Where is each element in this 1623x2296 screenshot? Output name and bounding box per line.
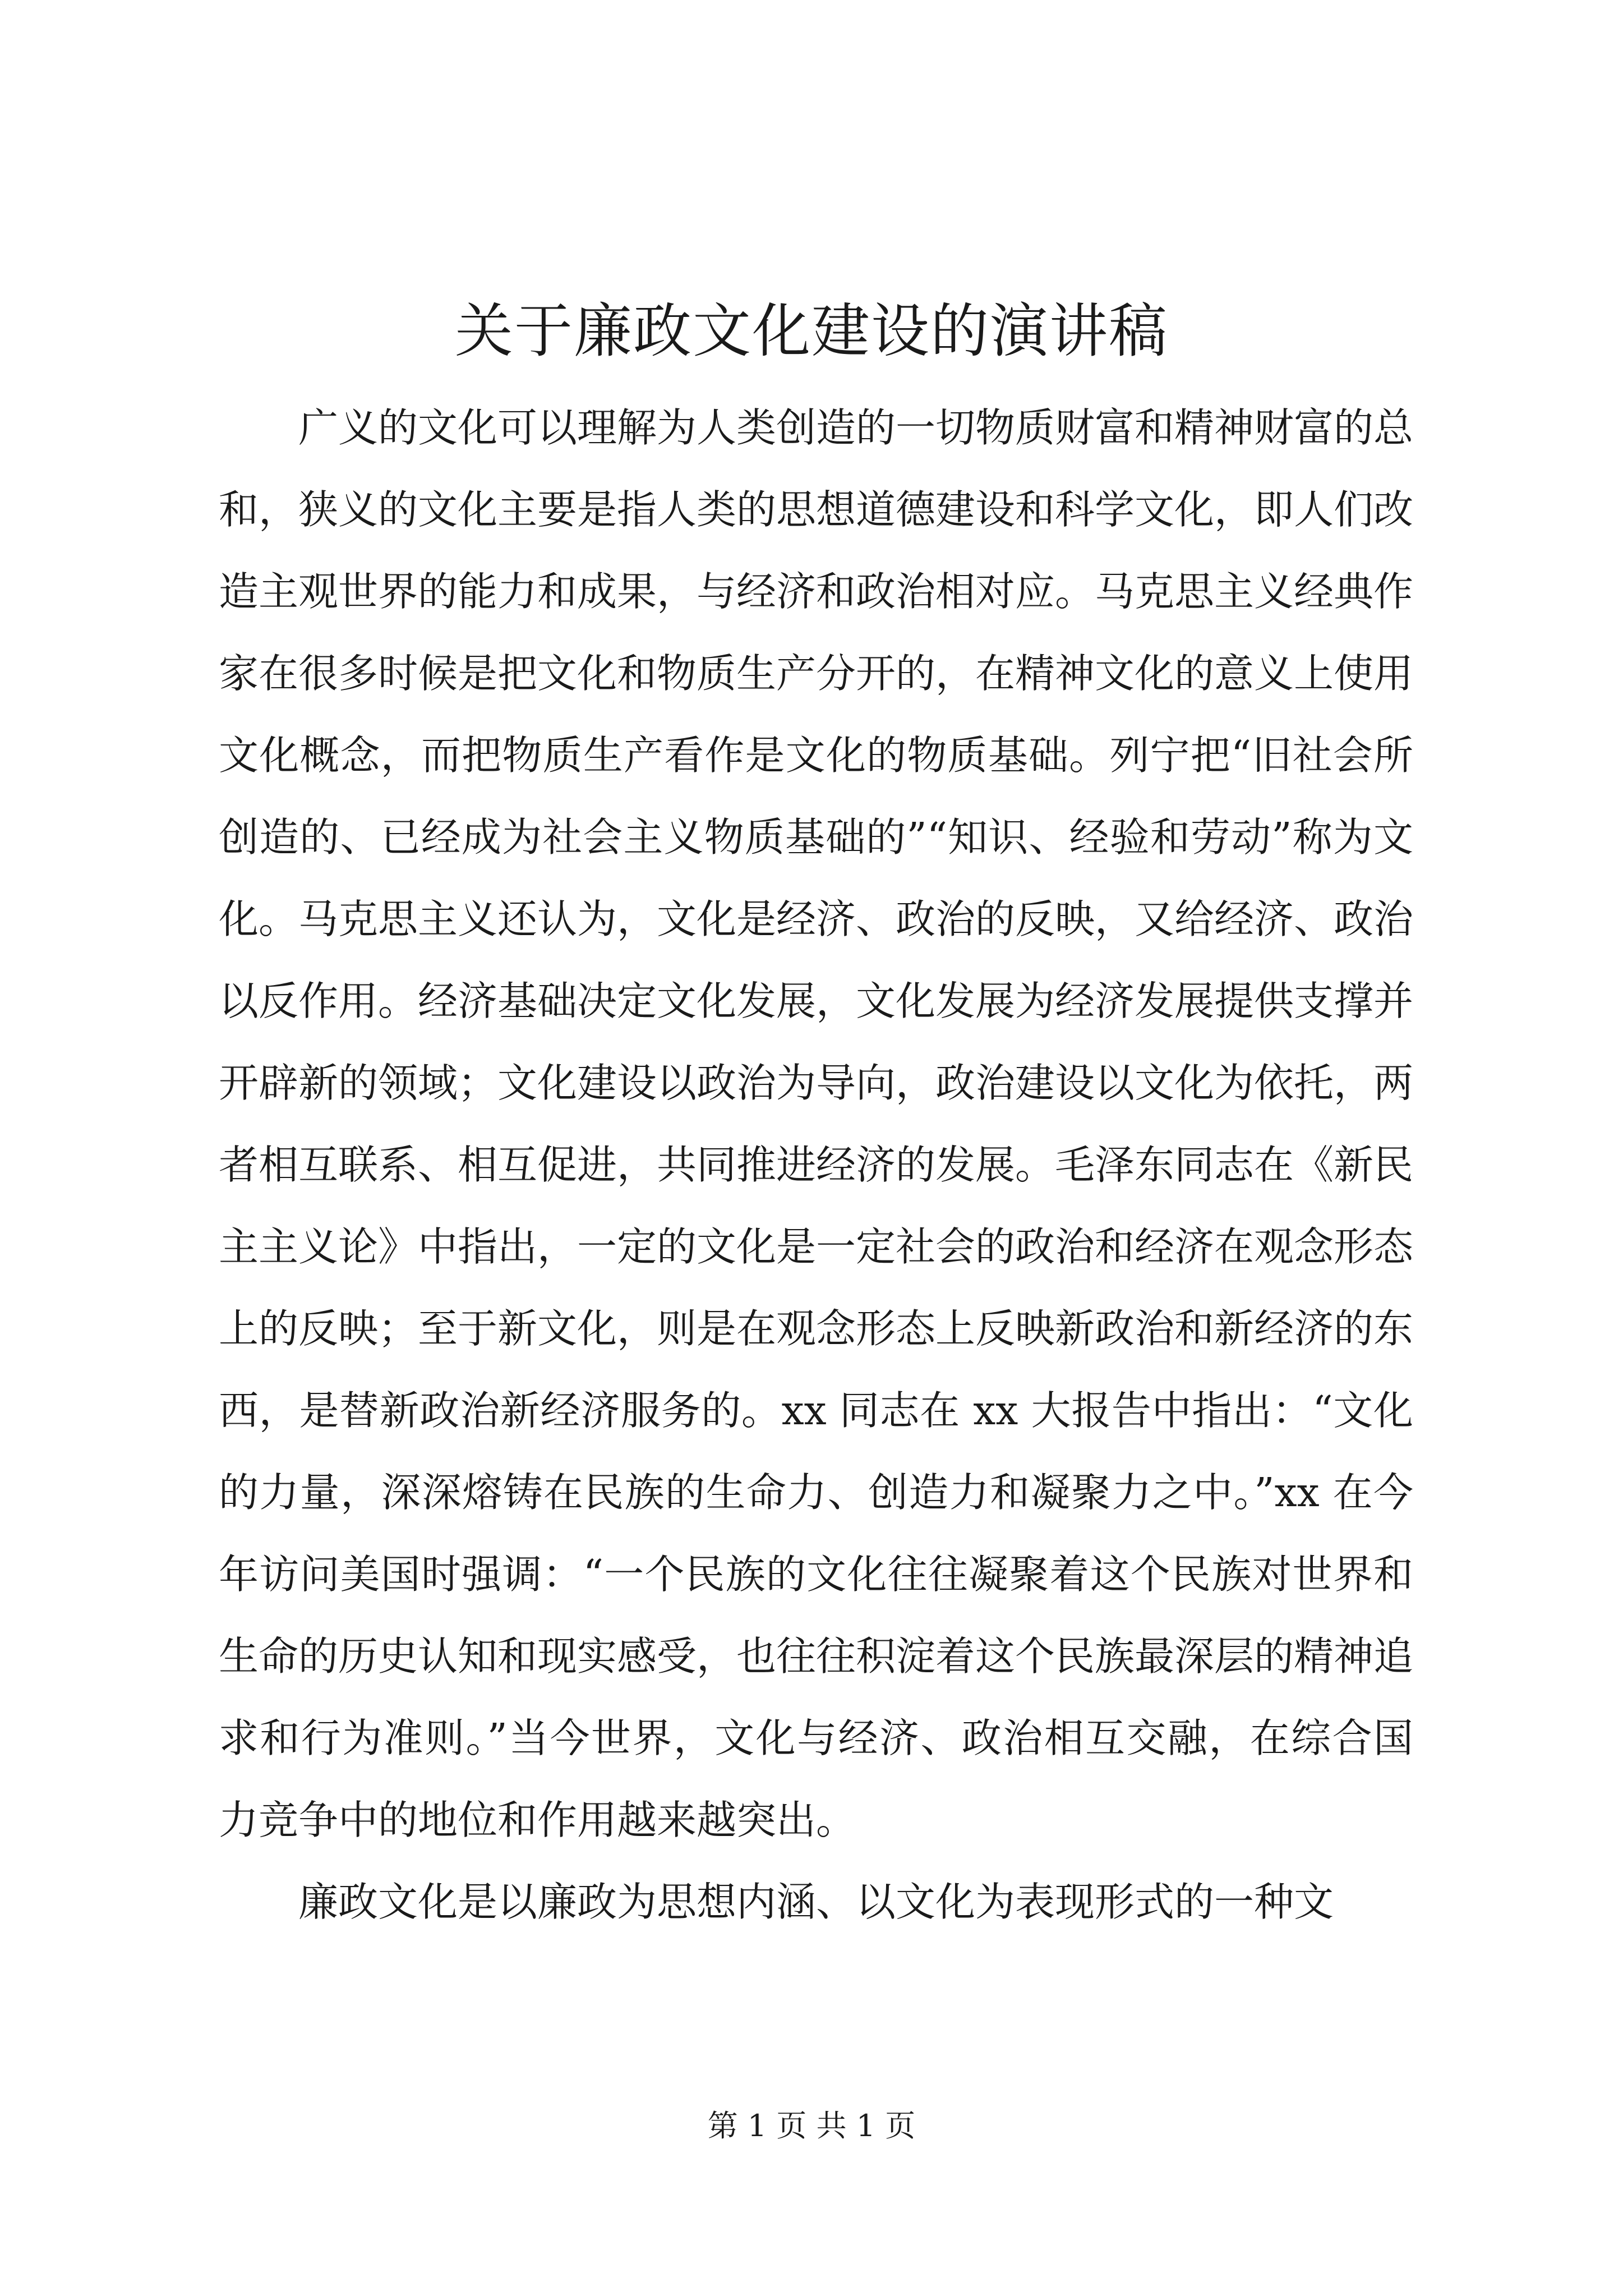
document-body (219, 387, 1413, 1943)
document-title: 关于廉政文化建设的演讲稿 (454, 297, 1168, 365)
page-number-footer: 第 1 页 共 1 页 (707, 2108, 916, 2143)
paragraph: 廉政文化是以廉政为思想内涵、以文化为表现形式的一种文 (298, 1879, 1334, 1925)
paragraph: 广义的文化可以理解为人类创造的一切物质财富和精神财富的总和，狭义的文化主要是指人类的思想道德建设和科学文化，即人们改造主观世界的能力和成果，与经济和政治相对应。马克思主义经典作家在很多时候是把文化和物质生产分开的，在精神文化的意义上使用文化概念，而把物质生产看作是文化的物质基础。列宁把“旧社会所创造的、已经成为社会主义物质基础的”“知识、经验和劳动”称为文化。马克思主义还认为，文化是经济、政治的反映，又给经济、政治以反作用。经济基础决定文化发展，文化发展为经济发展提供支撑并开辟新的领域；文化建设以政治为导向，政治建设以文化为依托，两者相互联系、相互促进，共同推进经济的发展。毛泽东同志在《新民主主义论》中指出，一定的文化是一定社会的政治和经济在观念形态上的反映；至于新文化，则是在观念形态上反映新政治和新经济的东西，是替新政治新经济服务的。xx 同志在 xx 大报告中指出：“文化的力量，深深熔铸在民族的生命力、创造力和凝聚力之中。”xx 在今年访问美国时强调：“一个民族的文化往往凝聚着这个民族对世界和生命的历史认知和现实感受，也往往积淀着这个民族最深层的精神追求和行为准则。”当今世界，文化与经济、政治相互交融，在综合国力竞争中的地位和作用越来越突出。 (219, 404, 1414, 1843)
